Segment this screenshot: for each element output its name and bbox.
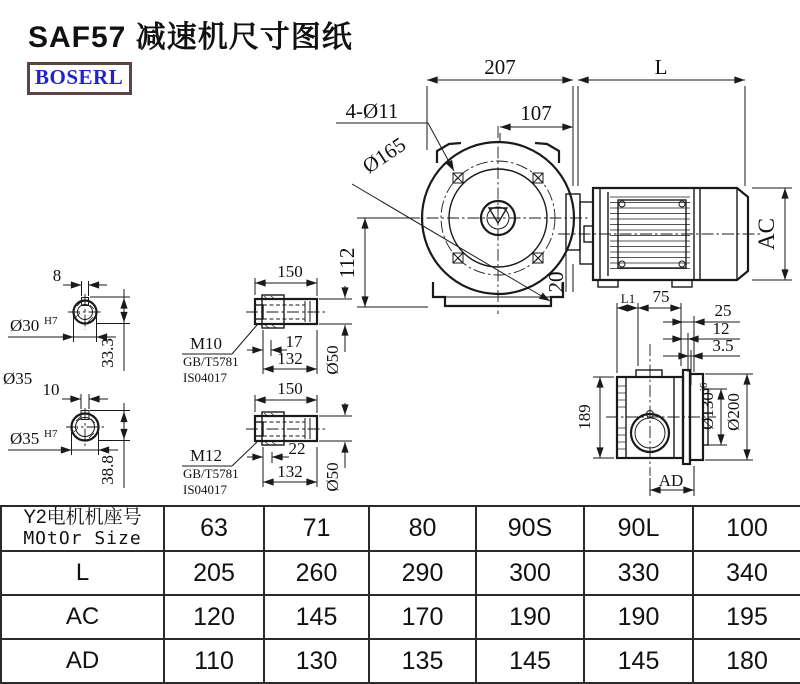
- cell-AC-80: 170: [369, 595, 476, 639]
- row-label-L: L: [1, 551, 164, 595]
- dim-bore-30-fit: H7: [44, 315, 58, 327]
- dim-112: 112: [335, 247, 359, 279]
- dim-dia200: Ø200: [724, 393, 743, 431]
- cell-L-71: 260: [264, 551, 369, 595]
- dim-shaft1-17: 17: [285, 332, 303, 351]
- cell-AC-63: 120: [164, 595, 264, 639]
- page-title: SAF57 减速机尺寸图纸: [28, 21, 353, 54]
- hollow-shaft-2: [182, 379, 352, 497]
- dim-12: 12: [712, 319, 730, 338]
- dim-key-8: 8: [52, 266, 62, 285]
- dim-20: 20: [544, 271, 568, 293]
- dim-33-3: 33.3: [98, 338, 117, 368]
- label-shaft1-std2: IS04017: [183, 370, 228, 385]
- row-label-AC: AC: [1, 595, 164, 639]
- cell-L-80: 290: [369, 551, 476, 595]
- dim-key-10: 10: [42, 380, 60, 399]
- cell-AD-100: 180: [693, 639, 800, 683]
- dim-bore-30: Ø30: [10, 316, 40, 335]
- dim-3-5: 3.5: [712, 336, 734, 355]
- side-view: [575, 287, 753, 496]
- header-motor-size-cn: Y2电机机座号: [23, 507, 142, 529]
- label-bolt-holes: 4-Ø11: [345, 99, 399, 123]
- label-shaft2-std1: GB/T5781: [183, 466, 239, 481]
- col-71: 71: [264, 506, 369, 551]
- cell-L-90S: 300: [476, 551, 584, 595]
- header-motor-size-en: MOtOr Size: [23, 528, 142, 550]
- cell-L-90L: 330: [584, 551, 693, 595]
- col-80: 80: [369, 506, 476, 551]
- table-row-L: [1, 551, 800, 595]
- cell-AD-80: 135: [369, 639, 476, 683]
- dim-shaft2-22: 22: [288, 439, 306, 458]
- label-shaft1-thread: M10: [189, 334, 223, 353]
- dim-L1: L1: [620, 291, 636, 306]
- label-shaft2-std2: IS04017: [183, 482, 228, 497]
- col-90S: 90S: [476, 506, 584, 551]
- cell-AD-90S: 145: [476, 639, 584, 683]
- cell-L-100: 340: [693, 551, 800, 595]
- table-header-row: [1, 506, 800, 551]
- dim-dia130-fit: j6: [698, 382, 710, 392]
- cell-AD-63: 110: [164, 639, 264, 683]
- dim-shaft1-dia50: Ø50: [323, 345, 342, 375]
- row-label-AD: AD: [1, 639, 164, 683]
- dim-AC: AC: [754, 218, 779, 250]
- dim-shaft2-132: 132: [277, 462, 303, 481]
- dim-189: 189: [575, 404, 594, 430]
- dim-AD: AD: [658, 471, 684, 490]
- dim-shaft1-132: 132: [277, 349, 303, 368]
- dim-38-8: 38.8: [98, 455, 117, 485]
- dim-bore-35: Ø35: [10, 429, 40, 448]
- cell-AC-100: 195: [693, 595, 800, 639]
- motor-size-table: [0, 505, 800, 684]
- table-row-AC: [1, 595, 800, 639]
- cell-AC-90L: 190: [584, 595, 693, 639]
- label-shaft2-thread: M12: [189, 446, 223, 465]
- dim-shaft1-150: 150: [277, 262, 303, 281]
- motor-fins: [610, 197, 690, 269]
- bore-section-30: [8, 266, 130, 371]
- bore-section-35: [8, 380, 130, 488]
- dim-L: L: [654, 55, 668, 79]
- brand-logo: BOSERL: [27, 62, 132, 95]
- dim-shaft2-150: 150: [277, 379, 303, 398]
- dim-bore-35-fit: H7: [44, 428, 58, 440]
- dim-75: 75: [652, 287, 670, 306]
- dim-107: 107: [520, 101, 552, 125]
- cell-AC-90S: 190: [476, 595, 584, 639]
- col-63: 63: [164, 506, 264, 551]
- table-row-AD: [1, 639, 800, 683]
- col-100: 100: [693, 506, 800, 551]
- hollow-shaft-1: [182, 262, 352, 385]
- header-motor-size: [1, 506, 164, 551]
- cell-AC-71: 145: [264, 595, 369, 639]
- cell-AD-71: 130: [264, 639, 369, 683]
- dim-25: 25: [714, 301, 732, 320]
- dim-dia130: Ø130: [698, 392, 717, 430]
- cell-AD-90L: 145: [584, 639, 693, 683]
- dim-shaft2-dia50: Ø50: [323, 462, 342, 492]
- label-flange-diameter: Ø165: [358, 132, 411, 179]
- cell-L-63: 205: [164, 551, 264, 595]
- front-view-motor: [558, 188, 762, 287]
- dim-207: 207: [484, 55, 516, 79]
- col-90L: 90L: [584, 506, 693, 551]
- label-alt-bore-35: Ø35: [3, 369, 33, 388]
- label-shaft1-std1: GB/T5781: [183, 354, 239, 369]
